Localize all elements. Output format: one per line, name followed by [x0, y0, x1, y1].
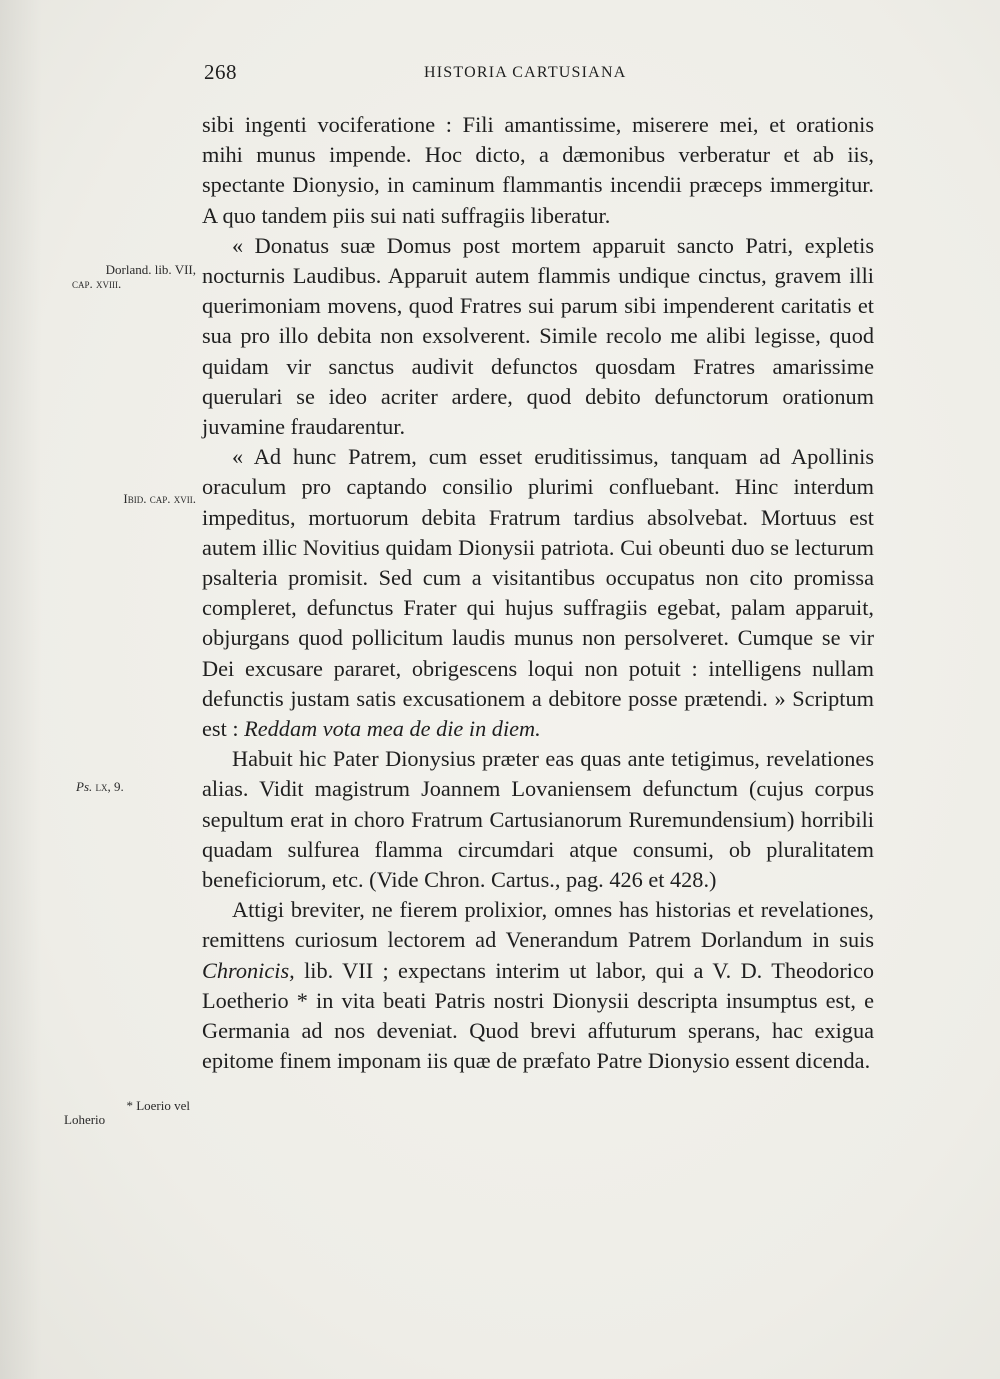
margin-note-dorland-line2: cap. xviii.: [72, 276, 122, 291]
body-text: [202, 110, 874, 1077]
scripture-quote: Reddam vota mea de die in diem.: [244, 716, 541, 742]
margin-note-loerio-line1: * Loerio vel: [126, 1098, 190, 1113]
chronicis-title: Chronicis,: [202, 957, 295, 983]
paragraph-5-text-a: Attigi breviter, ne fierem prolixior, omnes has historias et revelationes, remittens curiosum lectorem ad Venerandum Patrem Dorlandum in suis: [202, 897, 874, 953]
paragraph-3-text: « Ad hunc Patrem, cum esset eruditissimus, tanquam ad Apollinis oraculum pro captando consilio plurimi confluebant. Hinc interdum impeditus, mortuorum debita Fratrum tardius absolvebat. Mortuus est autem illic Novitius quidam Dionysii patriota. Cui obeunti duo se lecturum psalteria promisit. Sed cum a visitantibus occupatus non cito promissa compleret, defunctus Frater qui hujus suffragiis egebat, palam apparuit, objurgans quod pollicitum laudis munus non persolveret. Cumque se vir Dei excusare pararet, obrigescens loqui non potuit : intelligens nullam defunctis justam satis excusationem a debitore posse prætendi. » Scriptum est :: [202, 444, 874, 742]
page-header: [200, 60, 880, 90]
paragraph-3: [202, 442, 874, 744]
margin-note-dorland: [50, 263, 196, 291]
margin-note-psalm: [50, 780, 196, 794]
binding-shadow: [0, 0, 42, 1379]
margin-note-ibid: [50, 492, 196, 506]
paragraph-5: [202, 895, 874, 1076]
paragraph-5-text-b: lib. VII ; expectans interim ut labor, qui a V. D. Theodorico Loetherio * in vita beati Patris nostri Dionysii descripta insumptus est, e Germania ad nos deveniat. Quod brevi affuturum sperans, hac exigua epitome finem imponam iis quæ de præfato Patre Dionysio essent dicenda.: [202, 957, 874, 1074]
margin-note-psalm-ref: lx, 9.: [95, 779, 124, 794]
margin-note-ibid-text: Ibid. cap. xvii.: [123, 491, 196, 506]
paragraph-2: « Donatus suæ Domus post mortem apparuit sancto Patri, expletis nocturnis Laudibus. Apparuit autem flammis undique cinctus, gravem illi querimoniam movens, quod Fratres sui parum sibi impenderent caritatis et sua pro illo debita non exsolverent. Simile recolo me alibi legisse, quod quidam vir sanctus audivit defunctos quosdam Fratres amarissime querulari se ideo acriter ardere, quod debito defunctorum orationum juvamine fraudarentur.: [202, 232, 874, 440]
running-head: HISTORIA CARTUSIANA: [424, 64, 627, 81]
margin-note-loerio: [50, 1099, 190, 1127]
margin-note-dorland-line1: Dorland. lib. VII,: [105, 262, 196, 277]
paragraph-4: Habuit hic Pater Dionysius præter eas quas ante tetigimus, revelationes alias. Vidit magistrum Joannem Lovaniensem defunctum (cujus corpus sepultum erat in choro Fratrum Cartusianorum Ruremundensium) horribili quadam sulfurea flamma circumdari atque consumi, ob pluralitatem beneficiorum, etc. (Vide Chron. Cartus., pag. 426 et 428.): [202, 746, 874, 893]
page-number: 268: [204, 60, 237, 84]
paragraph-1: sibi ingenti vociferatione : Fili amantissime, miserere mei, et orationis mihi munus impende. Hoc dicto, a dæmonibus verberatur et ab iis, spectante Dionysio, in caminum flammantis incendii præceps immergitur. A quo tandem piis sui nati suffragiis liberatur.: [202, 112, 874, 228]
margin-note-loerio-line2: Loherio: [64, 1112, 106, 1127]
margin-note-psalm-abbrev: Ps.: [76, 779, 93, 794]
